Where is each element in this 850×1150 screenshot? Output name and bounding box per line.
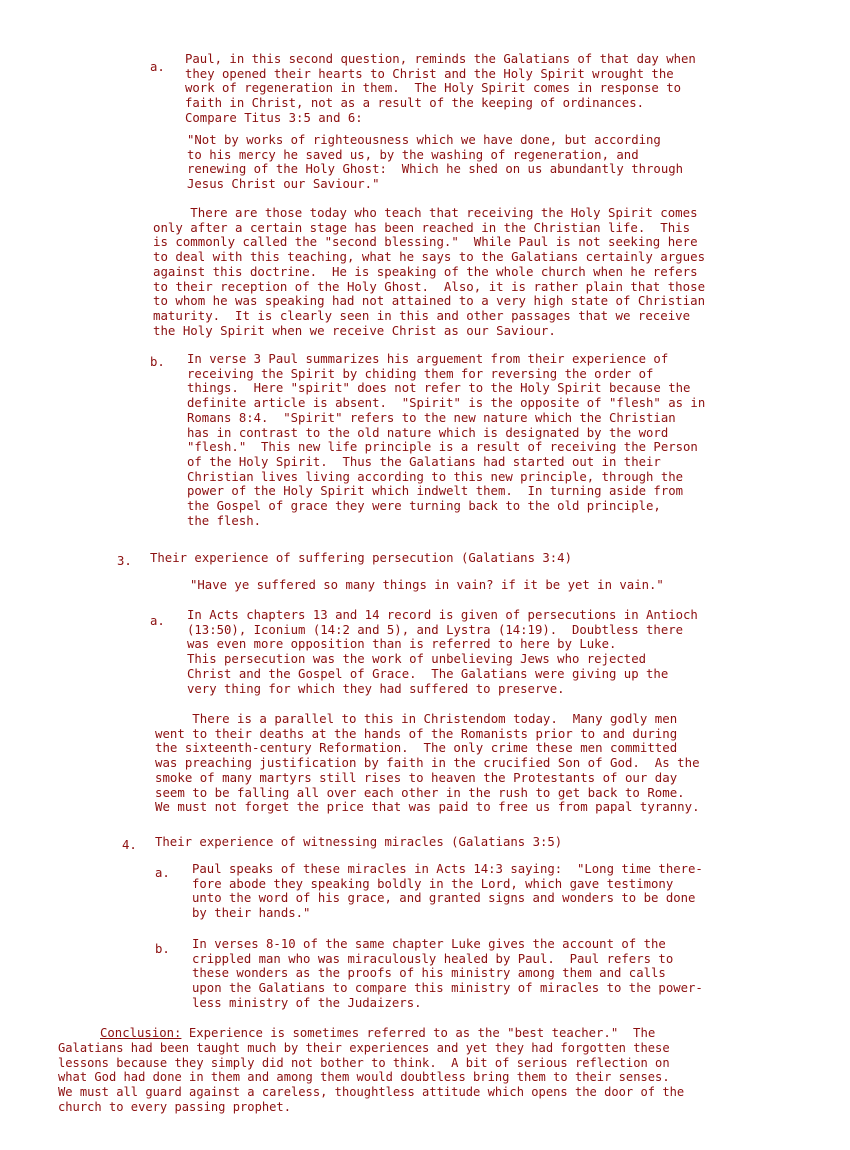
second-blessing-line: to deal with this teaching, what he says to the Galatians certainly argues [153, 249, 706, 265]
item-4b-marker: b. [155, 942, 170, 956]
second-blessing-line: is commonly called the "second blessing." While Paul is not seeking here [153, 234, 698, 250]
item-a-line: Paul, in this second question, reminds the Galatians of that day when [185, 52, 696, 66]
second-blessing-line: only after a certain stage has been reached in the Christian life. This [153, 219, 691, 235]
second-blessing-line: to their reception of the Holy Ghost. Also, it is rather plain that those [153, 278, 706, 294]
titus-quote [187, 133, 683, 192]
item-3a-line: was even more opposition than is referred to here by Luke. [187, 637, 617, 652]
conclusion-line: We must all guard against a careless, thoughtless attitude which opens the door of the [58, 1085, 685, 1100]
item-4a-line: by their hands." [192, 906, 311, 921]
item-b-line: receiving the Spirit by chiding them for reversing the order of [187, 366, 654, 381]
item-4b-line: less ministry of the Judaizers. [192, 995, 422, 1010]
item-a-paragraph [185, 52, 696, 126]
item-3a-paragraph [187, 608, 698, 696]
second-blessing-paragraph [153, 206, 705, 338]
titus-quote-line: "Not by works of righteousness which we have done, but according [187, 133, 661, 147]
item-b-paragraph [187, 352, 705, 528]
second-blessing-line: maturity. It is clearly seen in this and other passages that we receive [153, 307, 691, 323]
second-blessing-line: the Holy Spirit when we receive Christ as our Saviour. [153, 322, 556, 338]
item-b-line: things. Here "spirit" does not refer to the Holy Spirit because the [187, 381, 691, 396]
item-4a-line: fore abode they speaking boldly in the Lord, which gave testimony [192, 876, 674, 891]
item-3a-marker: a. [150, 614, 165, 628]
item-3a-line: (13:50), Iconium (14:2 and 5), and Lystra (14:19). Doubtless there [187, 622, 684, 637]
conclusion-label: Conclusion: [100, 1026, 182, 1040]
item-b-line: the flesh. [187, 513, 262, 528]
item-3a-line: This persecution was the work of unbelieving Jews who rejected [187, 652, 647, 667]
parallel-line: the sixteenth-century Reformation. The only crime these men committed [155, 740, 678, 756]
item-4a-line: Paul speaks of these miracles in Acts 14:3 saying: "Long time there- [192, 862, 703, 876]
item-b-line: "flesh." This new life principle is a result of receiving the Person [187, 440, 698, 455]
section-3-quote: "Have ye suffered so many things in vain? if it be yet in vain." [190, 578, 664, 592]
conclusion-line: Galatians had been taught much by their experiences and yet they had forgotten these [58, 1041, 670, 1055]
parallel-line: was preaching justification by faith in the crucified Son of God. As the [155, 755, 700, 771]
item-4a-marker: a. [155, 866, 170, 880]
item-4b-line: these wonders as the proofs of his ministry among them and calls [192, 966, 666, 981]
section-3-marker: 3. [117, 554, 132, 568]
item-a-line: work of regeneration in them. The Holy Spirit comes in response to [185, 81, 682, 96]
parallel-line: smoke of many martyrs still rises to heaven the Protestants of our day [155, 769, 678, 785]
item-b-line: Romans 8:4. "Spirit" refers to the new nature which the Christian [187, 410, 676, 425]
item-a-line: faith in Christ, not as a result of the keeping of ordinances. [185, 96, 645, 111]
item-4b-paragraph [192, 937, 703, 1011]
section-3-heading: Their experience of suffering persecution (Galatians 3:4) [150, 551, 572, 565]
item-a-line: Compare Titus 3:5 and 6: [185, 110, 363, 125]
conclusion-line: what God had done in them and among them would doubtless bring them to their senses. [58, 1070, 670, 1085]
item-4b-line: crippled man who was miraculously healed by Paul. Paul refers to [192, 951, 674, 966]
parallel-line: went to their deaths at the hands of the Romanists prior to and during [155, 725, 678, 741]
item-b-line: In verse 3 Paul summarizes his arguement from their experience of [187, 352, 669, 366]
item-b-line: power of the Holy Spirit which indwelt them. In turning aside from [187, 484, 684, 499]
second-blessing-line: against this doctrine. He is speaking of the whole church when he refers [153, 263, 698, 279]
parallel-line: We must not forget the price that was paid to free us from papal tyranny. [155, 799, 700, 815]
section-4-marker: 4. [122, 838, 137, 852]
titus-quote-line: to his mercy he saved us, by the washing of regeneration, and [187, 147, 639, 162]
item-a-marker: a. [150, 60, 165, 74]
item-b-marker: b. [150, 355, 165, 369]
second-blessing-line: to whom he was speaking had not attained to a very high state of Christian [153, 293, 706, 309]
parallel-line: There is a parallel to this in Christendom today. Many godly men [155, 711, 678, 726]
conclusion-line: lessons because they simply did not bother to think. A bit of serious reflection on [58, 1055, 670, 1070]
item-b-line: the Gospel of grace they were turning back to the old principle, [187, 499, 661, 514]
conclusion-line: church to every passing prophet. [58, 1099, 291, 1114]
parallel-line: seem to be falling all over each other in the rush to get back to Rome. [155, 784, 685, 800]
conclusion-first-line-text: Experience is sometimes referred to as the "best teacher." The [181, 1026, 656, 1040]
second-blessing-line: There are those today who teach that receiving the Holy Spirit comes [153, 205, 698, 220]
item-a-line: they opened their hearts to Christ and the Holy Spirit wrought the [185, 66, 674, 81]
titus-quote-line: Jesus Christ our Saviour." [187, 177, 380, 192]
item-3a-line: In Acts chapters 13 and 14 record is given of persecutions in Antioch [187, 608, 698, 622]
item-4b-line: upon the Galatians to compare this ministry of miracles to the power- [192, 981, 703, 996]
item-b-line: Christian lives living according to this new principle, through the [187, 469, 684, 484]
item-4a-paragraph [192, 862, 703, 921]
section-4-heading: Their experience of witnessing miracles (Galatians 3:5) [155, 835, 563, 849]
conclusion-paragraph [58, 1041, 684, 1115]
conclusion-first-line [100, 1026, 655, 1041]
item-4b-line: In verses 8-10 of the same chapter Luke gives the account of the [192, 937, 666, 951]
item-3a-line: very thing for which they had suffered to preserve. [187, 681, 565, 696]
item-3a-line: Christ and the Gospel of Grace. The Galatians were giving up the [187, 666, 669, 681]
parallel-paragraph [155, 712, 700, 815]
item-b-line: has in contrast to the old nature which is designated by the word [187, 425, 669, 440]
item-4a-line: unto the word of his grace, and granted signs and wonders to be done [192, 891, 696, 906]
item-b-line: definite article is absent. "Spirit" is the opposite of "flesh" as in [187, 396, 706, 411]
item-b-line: of the Holy Spirit. Thus the Galatians had started out in their [187, 454, 661, 469]
titus-quote-line: renewing of the Holy Ghost: Which he shed on us abundantly through [187, 162, 684, 177]
